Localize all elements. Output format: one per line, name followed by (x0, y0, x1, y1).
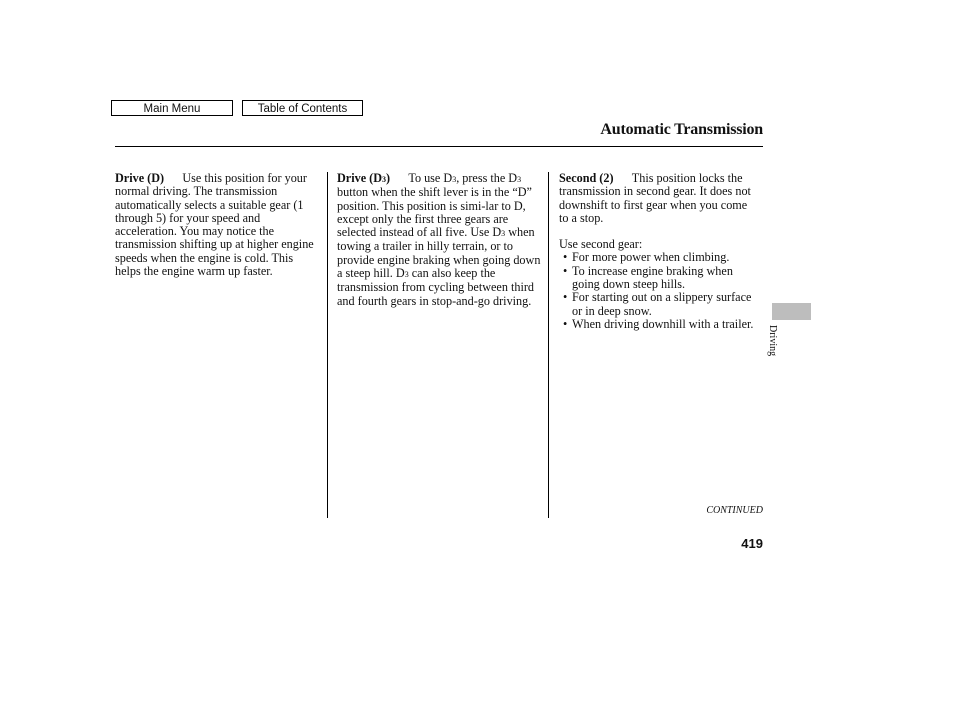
page-number: 419 (741, 536, 763, 551)
table-of-contents-button[interactable]: Table of Contents (242, 100, 363, 116)
text-d3-part5: can also keep the transmission from cycling between third and fourth gears in stop-and-go driving. (337, 266, 534, 308)
column-divider (548, 172, 549, 518)
heading-drive-d3-sub: 3 (382, 175, 387, 184)
text-d3-part2: , press the D (456, 171, 518, 185)
column-divider (327, 172, 328, 518)
heading-drive-d3-pre: Drive (D (337, 171, 383, 185)
header-rule (115, 146, 763, 147)
heading-drive-d3 (337, 171, 390, 185)
continued-label: CONTINUED (706, 505, 763, 516)
section-label: Driving (767, 325, 778, 357)
heading-drive-d: Drive (D) (115, 171, 165, 185)
column-drive-d3 (337, 172, 541, 308)
paragraph-second (559, 172, 759, 225)
main-menu-button[interactable]: Main Menu (111, 100, 233, 116)
paragraph-drive-d (115, 172, 319, 278)
text-second: This position locks the transmission in second gear. It does not downshift to first gear when you come to a stop. (559, 171, 751, 225)
list-item: • For more power when climbing. (559, 251, 759, 264)
text-d3-sub3: 3 (501, 229, 506, 239)
paragraph-drive-d3 (337, 172, 541, 308)
use-second-label: Use second gear: (559, 237, 643, 252)
text-d3-part3: button when the shift lever is in the “D” position. This position is simi-lar to D, except only the first three gears are selected instead of all five. Use D (337, 185, 532, 240)
page-title: Automatic Transmission (600, 121, 763, 138)
list-item: • To increase engine braking when going down steep hills. (559, 265, 759, 292)
column-second (559, 172, 759, 331)
heading-second: Second (2) (559, 171, 614, 185)
text-d3-sub2: 3 (517, 175, 522, 184)
heading-drive-d3-post: ) (386, 171, 391, 185)
list-item: • For starting out on a slippery surface or in deep snow. (559, 291, 759, 318)
second-gear-list (559, 251, 759, 331)
text-d3-sub1: 3 (452, 175, 457, 184)
text-d3-sub4: 3 (404, 270, 409, 280)
text-drive-d: Use this position for your normal driving. The transmission automatically selects a suitable gear (1 through 5) for your speed and acceleration. You may notice the transmission shifting up at higher engine speeds when the engine is cold. This helps the engine warm up faster. (115, 171, 314, 279)
text-d3-part4: when towing a trailer in hilly terrain, or to provide engine braking when going down a steep hill. D (337, 225, 541, 281)
section-tab (772, 303, 811, 320)
list-item: • When driving downhill with a trailer. (559, 318, 759, 331)
column-drive-d (115, 172, 319, 278)
text-d3-part1: To use D (408, 171, 453, 185)
